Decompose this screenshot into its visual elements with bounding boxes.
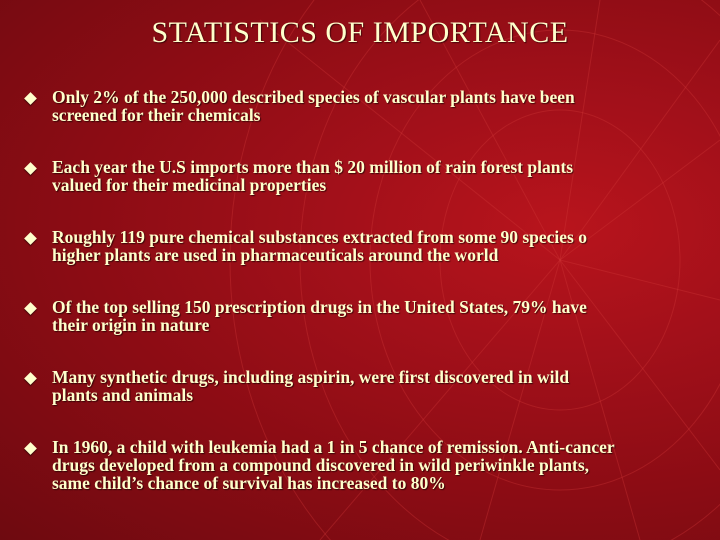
bullet-line: plants and animals: [52, 385, 194, 405]
bullet-item: [26, 158, 696, 194]
diamond-bullet-icon: [24, 92, 37, 105]
bullet-line: valued for their medicinal properties: [52, 175, 327, 195]
bullet-line: Only 2% of the 250,000 described species of vascular plants have been: [52, 87, 575, 107]
bullet-line: drugs developed from a compound discovered in wild periwinkle plants,: [52, 455, 590, 475]
diamond-bullet-icon: [24, 232, 37, 245]
bullet-item: [26, 88, 696, 124]
bullet-line: their origin in nature: [52, 315, 210, 335]
diamond-bullet-icon: [24, 302, 37, 315]
bullet-item: [26, 228, 696, 264]
diamond-bullet-icon: [24, 442, 37, 455]
bullet-line: Each year the U.S imports more than $ 20 million of rain forest plants: [52, 157, 574, 177]
bullet-list: [26, 88, 696, 492]
bullet-line: Many synthetic drugs, including aspirin, were first discovered in wild: [52, 367, 570, 387]
bullet-line: screened for their chemicals: [52, 105, 261, 125]
bullet-line: Of the top selling 150 prescription drugs in the United States, 79% have: [52, 297, 587, 317]
bullet-line: higher plants are used in pharmaceuticals around the world: [52, 245, 499, 265]
bullet-item: [26, 298, 696, 334]
diamond-bullet-icon: [24, 372, 37, 385]
bullet-item: [26, 438, 696, 492]
bullet-line: Roughly 119 pure chemical substances extracted from some 90 species o: [52, 227, 587, 247]
bullet-item: [26, 368, 696, 404]
slide-title: STATISTICS OF IMPORTANCE: [151, 16, 569, 49]
bullet-line: In 1960, a child with leukemia had a 1 in 5 chance of remission. Anti-cancer: [52, 437, 615, 457]
diamond-bullet-icon: [24, 162, 37, 175]
bullet-line: same child’s chance of survival has increased to 80%: [52, 473, 446, 493]
